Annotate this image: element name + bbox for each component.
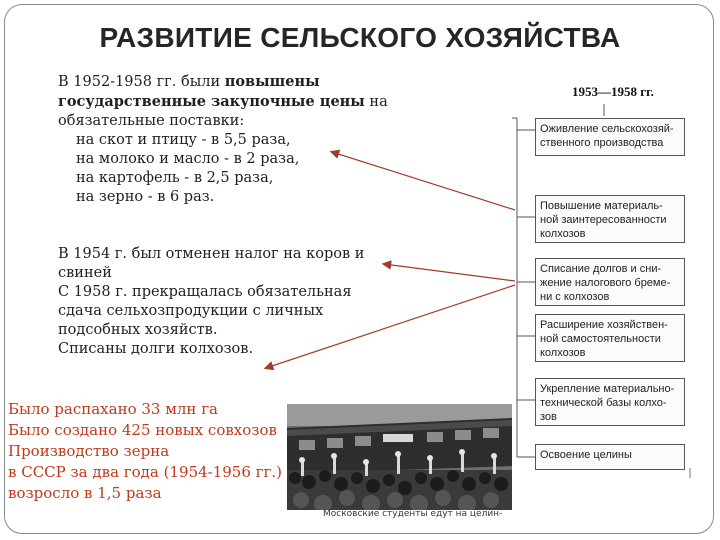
paragraph-line: подсобных хозяйств. [58,322,218,338]
box-line: ни с колхозов [540,291,610,303]
box-line: Освоение целины [540,449,632,461]
box-line: колхозов [540,228,586,240]
diagram-box [535,444,685,470]
bold-fragment: государственные закупочные цены [58,93,365,110]
box-line: Повышение материаль- [540,200,663,212]
paragraph-line: С 1958 г. прекращалась обязательная [58,284,352,300]
price-item: на зерно - в 6 раз. [76,189,215,205]
diagram-box [535,258,685,306]
paragraph-line: Списаны долги колхозов. [58,341,254,357]
box-line: Списание долгов и сни- [540,263,662,275]
text-fragment: на [364,94,388,110]
bold-fragment: повышены [224,73,320,90]
box-line: Расширение хозяйствен- [540,319,668,331]
photo-caption: Московские студенты едут на целин- [323,509,503,519]
slide-title: РАЗВИТИЕ СЕЛЬСКОГО ХОЗЯЙСТВА [99,22,621,53]
box-line: зов [540,411,557,423]
fact-line: Было распахано 33 млн га [8,400,218,418]
diagram-box [535,378,685,426]
box-line: ственного производства [540,137,664,149]
box-line: жение налогового бремe- [540,277,671,289]
box-line: колхозов [540,347,586,359]
fact-line: в СССР за два года (1954-1956 гг.) [8,463,282,481]
fact-line: Производство зерна [8,442,170,460]
diagram-title: 1953—1958 гг. [572,84,654,99]
fact-line: Было создано 425 новых совхозов [8,421,277,439]
box-line: Укрепление материально- [540,383,675,395]
fact-line: возросло в 1,5 раза [8,484,162,502]
box-line: технической базы колхо- [540,397,667,409]
diagram-box [535,195,685,243]
text-fragment: В 1952-1958 гг. были [58,74,225,90]
price-item: на молоко и масло - в 2 раза, [76,151,300,167]
diagram-box [535,118,685,156]
paragraph-line: обязательные поставки: [58,113,245,129]
box-line: ной самостоятельности [540,333,661,345]
box-line: ной заинтересованности [540,214,667,226]
diagram-box [535,314,685,362]
paragraph-line: свиней [58,265,112,281]
paragraph-line: сдача сельхозпродукции с личных [58,303,324,319]
box-line: Оживление сельскохозяй- [540,123,674,135]
price-item: на скот и птицу - в 5,5 раза, [76,132,291,148]
price-item: на картофель - в 2,5 раза, [76,170,274,186]
paragraph-line: В 1954 г. был отменен налог на коров и [58,246,365,262]
